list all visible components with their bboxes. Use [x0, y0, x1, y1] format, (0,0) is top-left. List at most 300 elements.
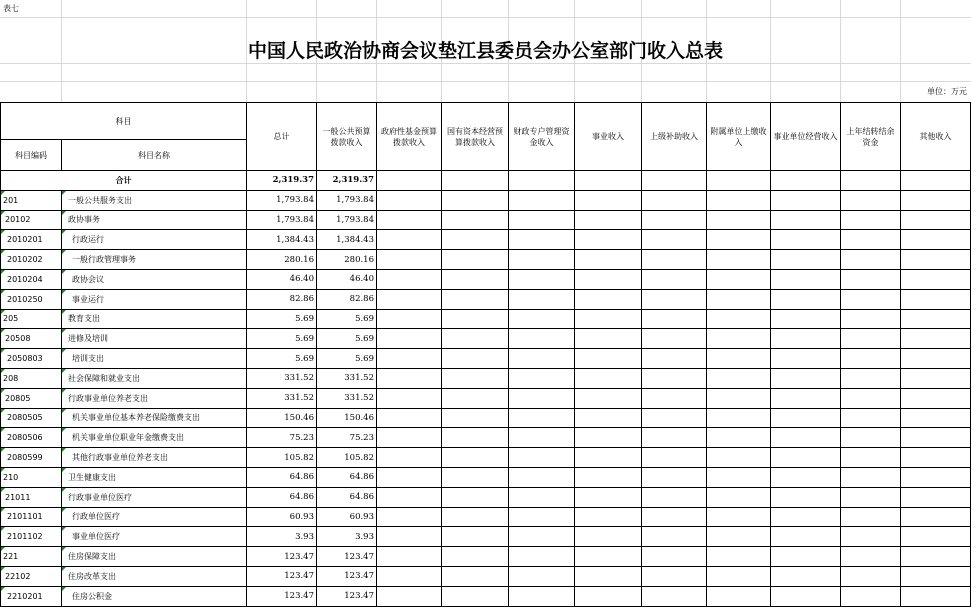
empty-cell [377, 210, 442, 230]
empty-cell [771, 230, 841, 250]
empty-cell [707, 309, 771, 329]
empty-cell [901, 566, 971, 586]
subject-name: 机关事业单位基本养老保险缴费支出 [62, 408, 247, 428]
empty-cell [707, 547, 771, 567]
empty-cell [841, 250, 901, 270]
subject-name: 社会保障和就业支出 [62, 368, 247, 388]
page-title: 中国人民政治协商会议垫江县委员会办公室部门收入总表 [247, 40, 723, 62]
cell-marker-icon [1, 468, 5, 472]
empty-cell [575, 388, 642, 408]
total-label: 合计 [1, 171, 247, 191]
total-value: 123.47 [247, 566, 317, 586]
subject-name: 机关事业单位职业年金缴费支出 [62, 428, 247, 448]
col-header: 一般公共预算拨款收入 [317, 103, 377, 171]
col-header: 事业单位经营收入 [771, 103, 841, 171]
cell-marker-icon [62, 270, 66, 274]
general-budget-value: 5.69 [317, 329, 377, 349]
table-row [1, 250, 971, 270]
cell-marker-icon [1, 389, 5, 393]
empty-cell [841, 547, 901, 567]
subject-code: 20508 [1, 329, 62, 349]
empty-cell [707, 586, 771, 606]
empty-cell [707, 250, 771, 270]
table-row [1, 527, 971, 547]
empty-cell [442, 428, 509, 448]
empty-cell [771, 428, 841, 448]
subject-code: 2080505 [1, 408, 62, 428]
empty-cell [771, 527, 841, 547]
empty-cell [642, 349, 707, 369]
empty-cell [901, 289, 971, 309]
empty-cell [377, 586, 442, 606]
empty-cell [377, 527, 442, 547]
empty-cell [642, 210, 707, 230]
subject-name: 卫生健康支出 [62, 467, 247, 487]
empty-cell [642, 547, 707, 567]
empty-cell [707, 467, 771, 487]
empty-cell [442, 408, 509, 428]
empty-cell [642, 566, 707, 586]
col-header: 上年结转结余资金 [841, 103, 901, 171]
subject-code: 2010202 [1, 250, 62, 270]
empty-cell [707, 329, 771, 349]
cell-marker-icon [1, 250, 5, 254]
subject-name: 住房改革支出 [62, 566, 247, 586]
total-value: 64.86 [247, 487, 317, 507]
col-header: 国有资本经营预算拨款收入 [442, 103, 509, 171]
empty-cell [509, 190, 575, 210]
table-row [1, 428, 971, 448]
subject-name: 一般行政管理事务 [62, 250, 247, 270]
cell-marker-icon [1, 587, 5, 591]
empty-cell [771, 547, 841, 567]
cell-marker-icon [1, 448, 5, 452]
empty-cell [707, 210, 771, 230]
cell-marker-icon [1, 508, 5, 512]
empty-cell [841, 230, 901, 250]
empty-cell [575, 349, 642, 369]
empty-cell [442, 448, 509, 468]
empty-cell [575, 566, 642, 586]
subject-name: 政协会议 [62, 269, 247, 289]
cell-marker-icon [1, 211, 5, 215]
empty-cell [901, 250, 971, 270]
empty-cell [841, 309, 901, 329]
empty-cell [841, 368, 901, 388]
subject-name: 行政运行 [62, 230, 247, 250]
empty-cell [771, 566, 841, 586]
empty-cell [771, 507, 841, 527]
empty-cell [841, 408, 901, 428]
empty-cell [771, 408, 841, 428]
empty-cell [575, 368, 642, 388]
empty-cell [377, 349, 442, 369]
empty-cell [377, 190, 442, 210]
general-budget-value: 5.69 [317, 349, 377, 369]
empty-cell [642, 329, 707, 349]
empty-cell [642, 190, 707, 210]
cell-marker-icon [1, 369, 5, 373]
cell-marker-icon [1, 270, 5, 274]
cell-marker-icon [1, 290, 5, 294]
subject-code: 210 [1, 467, 62, 487]
total-value: 5.69 [247, 309, 317, 329]
general-budget-value: 46.40 [317, 269, 377, 289]
total-value: 60.93 [247, 507, 317, 527]
empty-cell [509, 487, 575, 507]
empty-cell [509, 507, 575, 527]
empty-cell [841, 210, 901, 230]
col-header: 附属单位上缴收入 [707, 103, 771, 171]
subject-name: 进修及培训 [62, 329, 247, 349]
empty-cell [442, 349, 509, 369]
table-row [1, 309, 971, 329]
empty-cell [377, 230, 442, 250]
empty-cell [841, 527, 901, 547]
general-budget-value: 280.16 [317, 250, 377, 270]
empty-cell [377, 269, 442, 289]
gridline [0, 17, 971, 18]
empty-cell [575, 467, 642, 487]
empty-cell [642, 527, 707, 547]
empty-cell [575, 250, 642, 270]
cell-marker-icon [1, 191, 5, 195]
name-header: 科目名称 [62, 140, 247, 171]
empty-cell [707, 507, 771, 527]
empty-cell [642, 586, 707, 606]
empty-cell [771, 269, 841, 289]
total-value: 5.69 [247, 329, 317, 349]
cell-marker-icon [62, 409, 66, 413]
table-row [1, 448, 971, 468]
total-value: 82.86 [247, 289, 317, 309]
subject-code: 22102 [1, 566, 62, 586]
total-value: 46.40 [247, 269, 317, 289]
total-value: 123.47 [247, 547, 317, 567]
empty-cell [707, 448, 771, 468]
general-budget-value: 331.52 [317, 388, 377, 408]
empty-cell [575, 527, 642, 547]
subject-code: 2101101 [1, 507, 62, 527]
table-row [1, 269, 971, 289]
empty-cell [377, 408, 442, 428]
empty-cell [377, 507, 442, 527]
empty-cell [509, 230, 575, 250]
empty-cell [901, 448, 971, 468]
cell-marker-icon [1, 409, 5, 413]
table-row [1, 329, 971, 349]
total-value: 1,384.43 [247, 230, 317, 250]
empty-cell [841, 467, 901, 487]
empty-cell [442, 487, 509, 507]
empty-cell [901, 230, 971, 250]
empty-cell [509, 566, 575, 586]
general-budget-value: 123.47 [317, 586, 377, 606]
total-value: 331.52 [247, 368, 317, 388]
cell-marker-icon [62, 310, 66, 314]
subject-code: 2080506 [1, 428, 62, 448]
empty-cell [442, 269, 509, 289]
subject-name: 培训支出 [62, 349, 247, 369]
subject-code: 2010201 [1, 230, 62, 250]
general-budget-value: 1,384.43 [317, 230, 377, 250]
cell-marker-icon [1, 428, 5, 432]
cell-marker-icon [1, 349, 5, 353]
cell-marker-icon [62, 191, 66, 195]
empty-cell [901, 349, 971, 369]
empty-cell [442, 527, 509, 547]
subject-name: 住房保障支出 [62, 547, 247, 567]
subject-code: 2010204 [1, 269, 62, 289]
empty-cell [707, 349, 771, 369]
empty-cell [901, 527, 971, 547]
table-row [1, 586, 971, 606]
empty-cell [575, 448, 642, 468]
empty-cell [377, 448, 442, 468]
empty-cell [901, 368, 971, 388]
empty-cell [707, 408, 771, 428]
cell-marker-icon [62, 547, 66, 551]
col-header: 事业收入 [575, 103, 642, 171]
empty-cell [509, 428, 575, 448]
table-row [1, 349, 971, 369]
total-general: 2,319.37 [317, 171, 377, 191]
empty-cell [901, 408, 971, 428]
empty-cell [642, 408, 707, 428]
empty-cell [707, 368, 771, 388]
empty-cell [509, 210, 575, 230]
empty-cell [509, 586, 575, 606]
empty-cell [901, 547, 971, 567]
empty-cell [442, 329, 509, 349]
empty-cell [771, 487, 841, 507]
table-row [1, 388, 971, 408]
empty-cell [901, 210, 971, 230]
empty-cell [377, 289, 442, 309]
cell-marker-icon [1, 310, 5, 314]
subject-code: 20805 [1, 388, 62, 408]
code-header: 科目编码 [1, 140, 62, 171]
general-budget-value: 5.69 [317, 309, 377, 329]
empty-cell [442, 250, 509, 270]
col-header: 财政专户管理资金收入 [509, 103, 575, 171]
empty-cell [901, 190, 971, 210]
cell-marker-icon [62, 389, 66, 393]
empty-cell [442, 190, 509, 210]
empty-cell [642, 289, 707, 309]
table-row [1, 230, 971, 250]
empty-cell [377, 368, 442, 388]
empty-cell [509, 448, 575, 468]
general-budget-value: 3.93 [317, 527, 377, 547]
total-value: 1,793.84 [247, 190, 317, 210]
empty-cell [841, 269, 901, 289]
empty-cell [771, 329, 841, 349]
empty-cell [901, 309, 971, 329]
empty-cell [841, 507, 901, 527]
table-row [1, 210, 971, 230]
general-budget-value: 331.52 [317, 368, 377, 388]
empty-cell [841, 329, 901, 349]
empty-cell [509, 289, 575, 309]
empty-cell [377, 329, 442, 349]
subject-code: 2101102 [1, 527, 62, 547]
empty-cell [841, 448, 901, 468]
empty-cell [642, 250, 707, 270]
empty-cell [575, 487, 642, 507]
total-value: 105.82 [247, 448, 317, 468]
empty-cell [642, 507, 707, 527]
empty-cell [442, 388, 509, 408]
cell-marker-icon [1, 547, 5, 551]
empty-cell [707, 269, 771, 289]
empty-cell [575, 586, 642, 606]
empty-cell [771, 349, 841, 369]
subject-code: 20102 [1, 210, 62, 230]
empty-cell [442, 309, 509, 329]
subject-name: 教育支出 [62, 309, 247, 329]
empty-cell [642, 388, 707, 408]
empty-cell [901, 467, 971, 487]
general-budget-value: 1,793.84 [317, 190, 377, 210]
general-budget-value: 64.86 [317, 467, 377, 487]
header-row [1, 103, 971, 140]
cell-marker-icon [62, 527, 66, 531]
total-value: 1,793.84 [247, 210, 317, 230]
empty-cell [575, 289, 642, 309]
empty-cell [509, 388, 575, 408]
cell-marker-icon [62, 329, 66, 333]
empty-cell [771, 586, 841, 606]
total-row [1, 171, 971, 191]
empty-cell [841, 586, 901, 606]
empty-cell [509, 309, 575, 329]
general-budget-value: 82.86 [317, 289, 377, 309]
empty-cell [771, 210, 841, 230]
empty-cell [707, 428, 771, 448]
empty-cell [575, 408, 642, 428]
subject-code: 205 [1, 309, 62, 329]
gridline [0, 81, 971, 82]
empty-cell [642, 428, 707, 448]
empty-cell [707, 388, 771, 408]
cell-marker-icon [62, 349, 66, 353]
cell-marker-icon [62, 488, 66, 492]
table-row [1, 190, 971, 210]
cell-marker-icon [1, 488, 5, 492]
empty-cell [575, 309, 642, 329]
subject-header: 科目 [1, 103, 247, 140]
empty-cell [707, 190, 771, 210]
subject-name: 行政单位医疗 [62, 507, 247, 527]
cell-marker-icon [62, 448, 66, 452]
general-budget-value: 123.47 [317, 547, 377, 567]
col-header: 总计 [247, 103, 317, 171]
empty-cell [901, 487, 971, 507]
empty-cell [575, 210, 642, 230]
income-table [0, 102, 971, 607]
subject-code: 2080599 [1, 448, 62, 468]
col-header: 上级补助收入 [642, 103, 707, 171]
empty-cell [771, 250, 841, 270]
cell-marker-icon [62, 587, 66, 591]
empty-cell [377, 467, 442, 487]
empty-cell [707, 566, 771, 586]
empty-cell [771, 289, 841, 309]
table-row [1, 487, 971, 507]
empty-cell [377, 487, 442, 507]
cell-marker-icon [1, 329, 5, 333]
subject-code: 208 [1, 368, 62, 388]
unit-label: 单位：万元 [927, 87, 967, 96]
empty-cell [707, 230, 771, 250]
cell-marker-icon [62, 290, 66, 294]
cell-marker-icon [62, 250, 66, 254]
empty-cell [509, 467, 575, 487]
empty-cell [575, 428, 642, 448]
empty-cell [575, 230, 642, 250]
empty-cell [771, 388, 841, 408]
subject-code: 2210201 [1, 586, 62, 606]
empty-cell [442, 566, 509, 586]
general-budget-value: 75.23 [317, 428, 377, 448]
cell-marker-icon [62, 567, 66, 571]
subject-name: 住房公积金 [62, 586, 247, 606]
empty-cell [377, 309, 442, 329]
cell-marker-icon [62, 468, 66, 472]
empty-cell [377, 547, 442, 567]
subject-name: 事业单位医疗 [62, 527, 247, 547]
subject-name: 政协事务 [62, 210, 247, 230]
empty-cell [841, 487, 901, 507]
empty-cell [642, 269, 707, 289]
table-row [1, 368, 971, 388]
empty-cell [841, 388, 901, 408]
empty-cell [771, 309, 841, 329]
subject-code: 2050803 [1, 349, 62, 369]
table-tag: 表七 [3, 4, 19, 13]
table-row [1, 507, 971, 527]
cell-marker-icon [1, 527, 5, 531]
cell-marker-icon [1, 567, 5, 571]
empty-cell [509, 349, 575, 369]
empty-cell [642, 467, 707, 487]
empty-cell [901, 586, 971, 606]
empty-cell [575, 190, 642, 210]
empty-cell [442, 210, 509, 230]
empty-cell [841, 349, 901, 369]
empty-cell [771, 368, 841, 388]
empty-cell [642, 368, 707, 388]
cell-marker-icon [62, 230, 66, 234]
empty-cell [771, 448, 841, 468]
empty-cell [509, 368, 575, 388]
empty-cell [771, 190, 841, 210]
general-budget-value: 64.86 [317, 487, 377, 507]
empty-cell [575, 547, 642, 567]
table-row [1, 467, 971, 487]
total-sum: 2,319.37 [247, 171, 317, 191]
subject-name: 行政事业单位医疗 [62, 487, 247, 507]
general-budget-value: 1,793.84 [317, 210, 377, 230]
empty-cell [642, 309, 707, 329]
empty-cell [707, 527, 771, 547]
total-value: 331.52 [247, 388, 317, 408]
empty-cell [442, 547, 509, 567]
table-row [1, 289, 971, 309]
table-row [1, 547, 971, 567]
empty-cell [642, 448, 707, 468]
